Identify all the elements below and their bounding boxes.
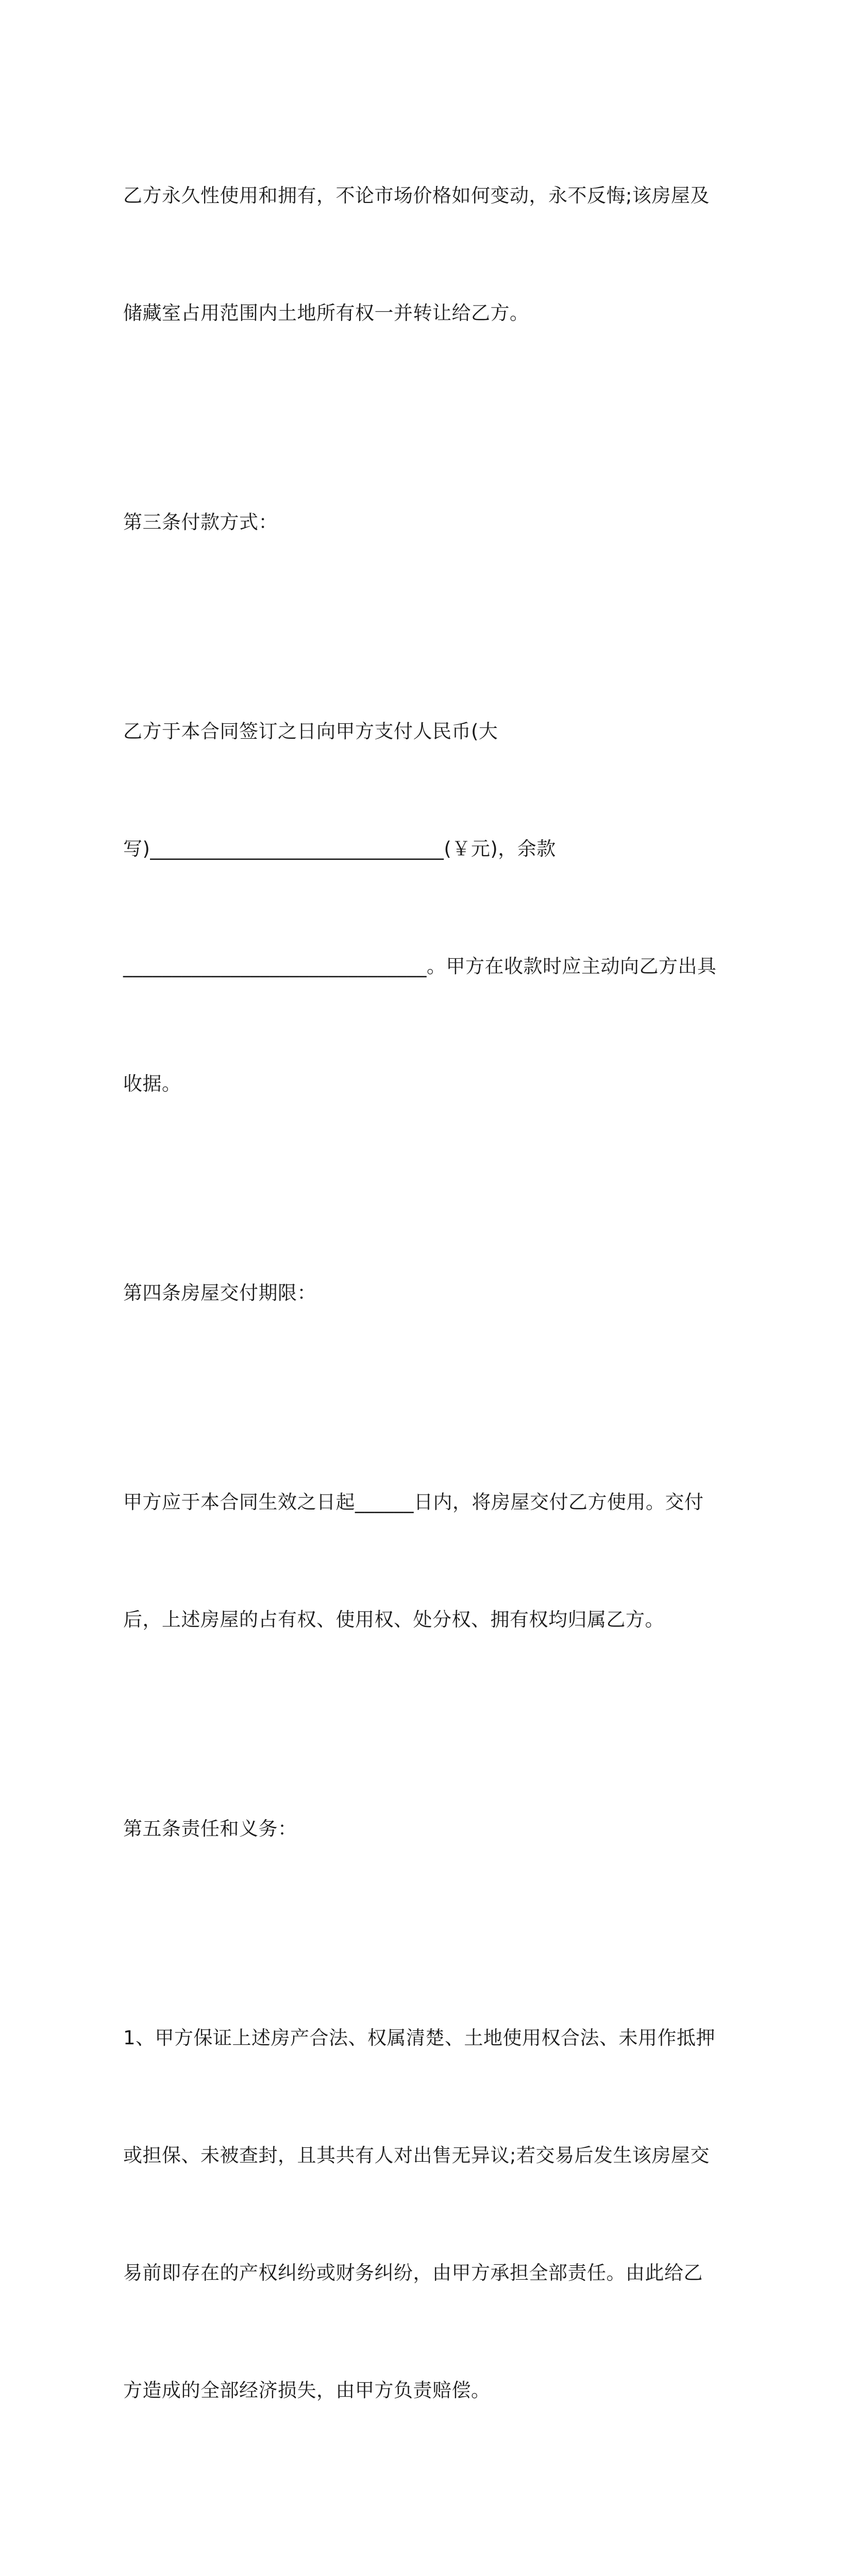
- heading-article-4: 第四条房屋交付期限：: [123, 1282, 316, 1304]
- paragraph-delivery: [123, 1404, 716, 1718]
- text-line: 收据。: [123, 1073, 181, 1095]
- text-line: 易前即存在的产权纠纷或财务纠纷，由甲方承担全部责任。由此给乙: [123, 2262, 703, 2284]
- heading-article-3: 第三条付款方式：: [123, 511, 278, 533]
- paragraph-land-rights: [123, 98, 716, 411]
- text-line: 或担保、未被查封，且其共有人对出售无异议;若交易后发生该房屋交: [123, 2144, 710, 2166]
- text-line: 方造成的全部经济损失，由甲方负责赔偿。: [123, 2379, 491, 2401]
- clause-1: [123, 1940, 716, 2488]
- heading-article-5: 第五条责任和义务：: [123, 1818, 297, 1840]
- text-line: 甲方应于本合同生效之日起______日内，将房屋交付乙方使用。交付: [123, 1491, 704, 1513]
- clause-2: [123, 2502, 716, 2576]
- text-line: _______________________________。甲方在收款时应主动向乙方出具: [123, 955, 717, 977]
- text-line: 乙方于本合同签订之日向甲方支付人民币(大: [123, 720, 498, 742]
- text-line: 乙方永久性使用和拥有，不论市场价格如何变动，永不反悔;该房屋及: [123, 184, 710, 207]
- document-body: [123, 98, 716, 2576]
- paragraph-payment: [123, 634, 716, 1182]
- text-line: 写)______________________________(￥元)，余款: [123, 838, 556, 860]
- text-line: 后，上述房屋的占有权、使用权、处分权、拥有权均归属乙方。: [123, 1608, 664, 1631]
- text-line: 1、甲方保证上述房产合法、权属清楚、土地使用权合法、未用作抵押: [123, 2027, 716, 2049]
- text-line: 储藏室占用范围内土地所有权一并转让给乙方。: [123, 302, 529, 324]
